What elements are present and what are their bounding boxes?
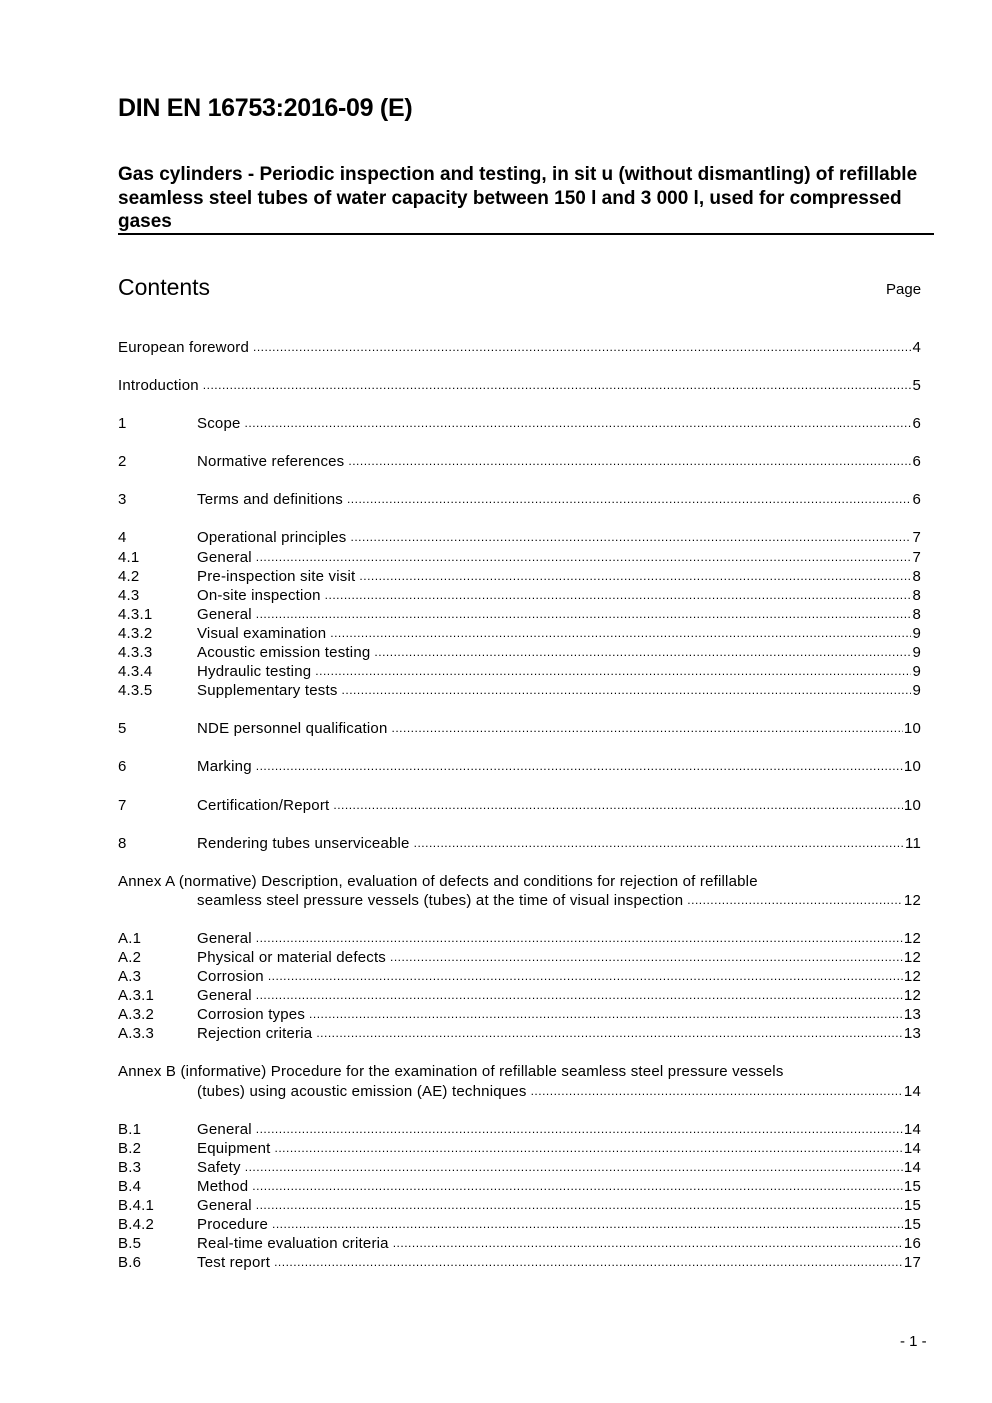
toc-entry-title: Introduction [118, 377, 199, 395]
toc-entry-page: 6 [912, 491, 921, 509]
toc-entry-a-3-1[interactable] [118, 986, 921, 1005]
toc-entry-number: A.3.2 [118, 1006, 155, 1024]
toc-entry-number: 4.3.5 [118, 682, 153, 700]
toc-entry-4-2[interactable] [118, 567, 921, 586]
toc-annex-a-line1: Annex A (normative) Description, evaluation of defects and conditions for rejection of refillable [118, 872, 758, 890]
toc-entry-page: 7 [912, 548, 921, 566]
toc-entry-page: 11 [905, 834, 921, 852]
toc-entry-number: 7 [118, 796, 127, 814]
toc-entry-page: 7 [912, 529, 921, 547]
toc-entry-b-3[interactable] [118, 1158, 921, 1177]
toc-leader-dots [256, 548, 912, 567]
toc-entry-title: Certification/Report [197, 796, 330, 814]
page-column-label: Page [886, 281, 922, 298]
toc-entry-title: Physical or material defects [197, 948, 387, 966]
toc-leader-dots [414, 834, 904, 853]
toc-entry-title: General [197, 548, 252, 566]
toc-entry-4[interactable] [118, 528, 921, 547]
toc-leader-dots [390, 948, 903, 967]
toc-leader-dots [245, 414, 912, 433]
toc-entry-title: General [197, 987, 252, 1005]
toc-entry-4-3[interactable] [118, 586, 921, 605]
toc-entry-5[interactable] [118, 719, 921, 738]
toc-annex-b-heading[interactable] [118, 1062, 921, 1081]
toc-entry-4-3-5[interactable] [118, 681, 921, 700]
toc-entry-a-3[interactable] [118, 967, 921, 986]
toc-entry-3[interactable] [118, 490, 921, 509]
toc-entry-page: 15 [903, 1177, 921, 1195]
toc-leader-dots [274, 1253, 903, 1272]
toc-entry-title: General [197, 605, 252, 623]
toc-entry-title: Rejection criteria [197, 1025, 313, 1043]
toc-entry-introduction[interactable] [118, 376, 921, 395]
toc-leader-dots [348, 452, 911, 471]
toc-entry-title: Procedure [197, 1216, 269, 1234]
contents-heading: Contents [118, 274, 211, 300]
toc-entry-page: 16 [903, 1235, 921, 1253]
toc-leader-dots [203, 376, 912, 395]
toc-entry-number: A.3 [118, 968, 142, 986]
toc-entry-1[interactable] [118, 414, 921, 433]
toc-entry-b-4-2[interactable] [118, 1215, 921, 1234]
page-number: - 1 - [900, 1333, 927, 1350]
toc-entry-title: Hydraulic testing [197, 663, 312, 681]
toc-entry-number: A.3.3 [118, 1025, 155, 1043]
table-of-contents [118, 338, 921, 1272]
toc-entry-page: 10 [903, 758, 921, 776]
toc-entry-number: 2 [118, 453, 127, 471]
toc-entry-number: 4.1 [118, 548, 140, 566]
toc-entry-b-6[interactable] [118, 1253, 921, 1272]
toc-leader-dots [359, 567, 911, 586]
toc-entry-number: 3 [118, 491, 127, 509]
toc-entry-page: 9 [912, 624, 921, 642]
toc-entry-number: 4.3.2 [118, 624, 153, 642]
toc-entry-title: On-site inspection [197, 586, 321, 604]
toc-entry-title: Scope [197, 415, 241, 433]
toc-leader-dots [531, 1082, 903, 1101]
toc-entry-title: Visual examination [197, 624, 327, 642]
toc-annex-a-line2: seamless steel pressure vessels (tubes) at the time of visual inspection [197, 891, 684, 909]
toc-entry-4-3-2[interactable] [118, 624, 921, 643]
toc-entry-number: 1 [118, 415, 127, 433]
toc-entry-a-3-2[interactable] [118, 1005, 921, 1024]
toc-leader-dots [333, 796, 903, 815]
toc-leader-dots [245, 1158, 903, 1177]
toc-entry-number: 4 [118, 529, 127, 547]
toc-leader-dots [374, 643, 911, 662]
toc-entry-page: 12 [903, 948, 921, 966]
toc-entry-title: Normative references [197, 453, 345, 471]
toc-entry-4-1[interactable] [118, 548, 921, 567]
toc-entry-page: 5 [912, 377, 921, 395]
document-title: Gas cylinders - Periodic inspection and testing, in sit u (without dismantling) of refillable seamless steel tubes of water capacity between 150 l and 3 000 l, used for compressed gases [118, 164, 918, 232]
toc-entry-number: B.4.2 [118, 1216, 155, 1234]
toc-entry-title: Test report [197, 1254, 271, 1272]
toc-leader-dots [315, 662, 911, 681]
toc-entry-title: Method [197, 1177, 249, 1195]
toc-leader-dots [393, 1234, 903, 1253]
toc-leader-dots [347, 490, 912, 509]
toc-leader-dots [256, 1196, 903, 1215]
toc-leader-dots [252, 1177, 903, 1196]
toc-entry-b-2[interactable] [118, 1139, 921, 1158]
toc-entry-page: 13 [903, 1006, 921, 1024]
toc-leader-dots [268, 967, 903, 986]
toc-entry-page: 8 [912, 586, 921, 604]
toc-entry-6[interactable] [118, 757, 921, 776]
toc-entry-page: 8 [912, 567, 921, 585]
toc-entry-page: 15 [903, 1216, 921, 1234]
toc-entry-page: 12 [903, 929, 921, 947]
toc-leader-dots [256, 986, 903, 1005]
toc-leader-dots [253, 338, 911, 357]
toc-entry-title: Terms and definitions [197, 491, 343, 509]
toc-annex-b-continuation[interactable] [118, 1082, 921, 1101]
toc-entry-title: Acoustic emission testing [197, 644, 371, 662]
toc-entry-number: A.2 [118, 948, 142, 966]
document-id: DIN EN 16753:2016-09 (E) [118, 94, 413, 122]
toc-annex-a-continuation[interactable] [118, 891, 921, 910]
toc-entry-title: Equipment [197, 1139, 271, 1157]
title-rule [118, 233, 934, 235]
toc-entry-number: B.2 [118, 1139, 142, 1157]
toc-leader-dots [316, 1024, 903, 1043]
toc-leader-dots [350, 528, 911, 547]
toc-leader-dots [256, 605, 912, 624]
toc-entry-title: Supplementary tests [197, 682, 338, 700]
toc-entry-number: B.4 [118, 1177, 142, 1195]
toc-entry-title: General [197, 1197, 252, 1214]
toc-leader-dots [687, 891, 903, 910]
toc-entry-4-3-3[interactable] [118, 643, 921, 662]
toc-entry-number: B.4.1 [118, 1197, 155, 1214]
toc-entry-b-1[interactable] [118, 1120, 921, 1139]
toc-entry-number: 5 [118, 720, 127, 738]
toc-leader-dots [330, 624, 911, 643]
toc-annex-b-line1: Annex B (informative) Procedure for the examination of refillable seamless steel pressure vessels [118, 1063, 784, 1081]
toc-entry-page: 9 [912, 682, 921, 700]
toc-entry-4-3-4[interactable] [118, 662, 921, 681]
toc-entry-number: B.3 [118, 1158, 142, 1176]
toc-entry-title: NDE personnel qualification [197, 720, 388, 738]
toc-entry-foreword[interactable] [118, 338, 921, 357]
toc-entry-page: 6 [912, 415, 921, 433]
toc-entry-page: 14 [903, 1158, 921, 1176]
toc-entry-page: 9 [912, 663, 921, 681]
toc-entry-page: 14 [903, 1139, 921, 1157]
toc-entry-a-3-3[interactable] [118, 1024, 921, 1043]
toc-entry-title: European foreword [118, 339, 249, 356]
toc-entry-title: General [197, 1120, 252, 1138]
toc-entry-a-1[interactable] [118, 929, 921, 948]
toc-entry-title: General [197, 929, 252, 947]
toc-entry-page: 12 [903, 891, 921, 909]
toc-entry-8[interactable] [118, 834, 921, 853]
toc-entry-title: Rendering tubes unserviceable [197, 834, 410, 852]
toc-entry-page: 12 [903, 987, 921, 1005]
toc-entry-title: Pre-inspection site visit [197, 567, 356, 585]
toc-entry-number: 6 [118, 758, 127, 776]
toc-entry-title: Marking [197, 758, 252, 776]
toc-entry-number: 4.3 [118, 586, 140, 604]
toc-leader-dots [275, 1139, 903, 1158]
toc-entry-title: Corrosion [197, 968, 264, 986]
toc-entry-title: Corrosion types [197, 1006, 306, 1024]
toc-entry-number: 4.3.4 [118, 663, 153, 681]
toc-leader-dots [256, 757, 903, 776]
toc-entry-a-2[interactable] [118, 948, 921, 967]
toc-entry-page: 8 [912, 605, 921, 623]
toc-entry-title: Operational principles [197, 529, 347, 547]
toc-entry-page: 14 [903, 1082, 921, 1100]
toc-entry-number: A.3.1 [118, 987, 155, 1005]
toc-entry-title: Safety [197, 1158, 241, 1176]
toc-entry-number: B.6 [118, 1254, 142, 1272]
toc-entry-number: B.5 [118, 1235, 142, 1253]
toc-entry-number: A.1 [118, 929, 142, 947]
toc-entry-page: 9 [912, 644, 921, 662]
toc-entry-page: 4 [912, 339, 921, 356]
toc-leader-dots [325, 586, 912, 605]
toc-entry-4-3-1[interactable] [118, 605, 921, 624]
toc-entry-page: 14 [903, 1120, 921, 1138]
toc-leader-dots [272, 1215, 903, 1234]
toc-entry-number: 4.3.3 [118, 644, 153, 662]
toc-leader-dots [392, 719, 903, 738]
toc-entry-page: 12 [903, 968, 921, 986]
toc-entry-b-4[interactable] [118, 1177, 921, 1196]
toc-entry-page: 15 [903, 1197, 921, 1214]
toc-entry-2[interactable] [118, 452, 921, 471]
toc-leader-dots [342, 681, 912, 700]
toc-leader-dots [256, 929, 903, 948]
toc-entry-number: 4.2 [118, 567, 140, 585]
toc-entry-b-4-1[interactable] [118, 1196, 921, 1215]
toc-entry-page: 6 [912, 453, 921, 471]
toc-entry-number: 8 [118, 834, 127, 852]
toc-entry-page: 10 [903, 796, 921, 814]
toc-leader-dots [256, 1120, 903, 1139]
toc-leader-dots [309, 1005, 903, 1024]
toc-entry-7[interactable] [118, 796, 921, 815]
toc-entry-number: B.1 [118, 1120, 142, 1138]
toc-entry-page: 13 [903, 1025, 921, 1043]
toc-entry-b-5[interactable] [118, 1234, 921, 1253]
toc-entry-page: 10 [903, 720, 921, 738]
toc-annex-a-heading[interactable] [118, 872, 921, 891]
toc-annex-b-line2: (tubes) using acoustic emission (AE) techniques [197, 1082, 527, 1100]
toc-entry-number: 4.3.1 [118, 605, 153, 623]
toc-entry-title: Real-time evaluation criteria [197, 1235, 389, 1253]
toc-entry-page: 17 [903, 1254, 921, 1272]
